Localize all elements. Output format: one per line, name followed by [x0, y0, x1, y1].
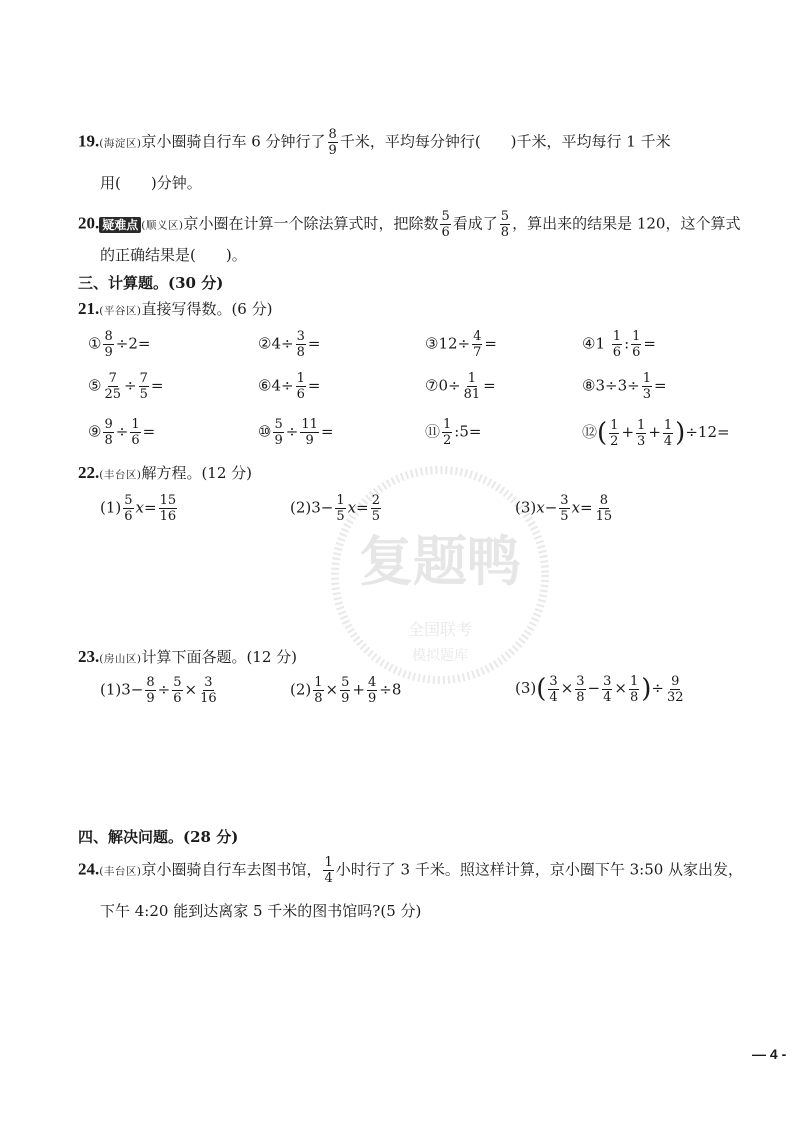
calc-item-9: ⑨ $\frac{9}{8}$ ÷ $\frac{1}{6}$ =	[88, 417, 156, 448]
fraction: $\frac{5}{6}$	[441, 209, 450, 240]
section-3-heading: 三、计算题。(30 分)	[78, 274, 224, 292]
district-tag: (房山区)	[99, 653, 142, 665]
question-number: 19.	[78, 131, 100, 151]
page-number: — 4 -	[752, 1046, 787, 1062]
question-text: 计算下面各题。(12 分)	[141, 648, 298, 666]
question-20	[78, 210, 740, 239]
question-19-line2: 用( )分钟。	[100, 174, 202, 192]
watermark-sub1: 全国联考	[407, 620, 473, 639]
expression-1: (1)3− $\frac{8}{9}$ ÷ $\frac{5}{6}$ × $\frac{3}{16}$	[100, 675, 217, 706]
question-text: 小时行了 3 千米。照这样计算，京小圈下午 3:50 从家出发，	[335, 860, 744, 879]
district-tag: (平谷区)	[99, 305, 142, 317]
section-4-heading: 四、解决问题。(28 分)	[78, 828, 239, 846]
expression-2: (2) $\frac{1}{8}$ × $\frac{5}{9}$ + $\frac{4}{9}$ ÷8	[290, 675, 402, 706]
equation-2: (2)3− $\frac{1}{5}$ x= $\frac{2}{5}$	[290, 493, 380, 524]
question-text: 京小圈骑自行车 6 分钟行了	[141, 132, 326, 151]
expression-3: (3)( $\frac{3}{4}$ × $\frac{3}{8}$ − $\frac{3}{4}$ × $\frac{1}{8}$ )÷ $\frac{9}{32}$	[515, 673, 684, 705]
question-19	[78, 128, 671, 157]
question-number: 22.	[78, 463, 100, 482]
calc-item-10: ⑩ $\frac{5}{9}$ ÷ $\frac{11}{9}$ =	[258, 417, 334, 448]
question-number: 21.	[78, 299, 100, 318]
question-number: 24.	[78, 859, 100, 879]
question-text: 直接写得数。(6 分)	[141, 300, 273, 318]
calc-item-1: ① $\frac{8}{9}$ ÷2=	[88, 329, 151, 360]
difficulty-badge: 疑难点	[99, 217, 141, 233]
question-text: 京小圈在计算一个除法算式时，把除数	[183, 214, 439, 233]
district-tag: (丰台区)	[99, 469, 142, 481]
question-text: 千米，平均每分钟行( )千米，平均每行 1 千米	[339, 132, 671, 151]
question-number: 20.	[78, 213, 100, 233]
question-24-line2: 下午 4:20 能到达离家 5 千米的图书馆吗?(5 分)	[100, 902, 422, 920]
calc-item-3: ③12÷ $\frac{4}{7}$ =	[425, 329, 497, 360]
calc-item-2: ②4÷ $\frac{3}{8}$ =	[258, 329, 321, 360]
calc-item-5: ⑤ $\frac{7}{25}$ ÷ $\frac{7}{5}$ =	[88, 371, 164, 402]
question-text: ，算出来的结果是 120，这个算式	[512, 214, 741, 233]
calc-item-4: ④1 $\frac{1}{6}$ : $\frac{1}{6}$ =	[582, 329, 656, 360]
question-text: 京小圈骑自行车去图书馆，	[141, 860, 322, 879]
calc-item-6: ⑥4÷ $\frac{1}{6}$ =	[258, 371, 321, 402]
district-tag: (海淀区)	[99, 137, 142, 150]
question-22	[78, 462, 252, 483]
fraction: $\frac{1}{4}$	[324, 855, 333, 886]
district-tag: (丰台区)	[99, 865, 142, 878]
question-text: 看成了	[452, 214, 498, 233]
question-21	[78, 298, 272, 319]
equation-1: (1) $\frac{5}{6}$ x= $\frac{15}{16}$	[100, 493, 177, 524]
fraction: $\frac{5}{8}$	[500, 209, 510, 240]
calc-item-8: ⑧3÷3÷ $\frac{1}{3}$ =	[582, 371, 667, 402]
equation-3: (3)x− $\frac{3}{5}$ x= $\frac{8}{15}$	[515, 493, 613, 524]
question-number: 23.	[78, 647, 100, 666]
question-text: 解方程。(12 分)	[141, 464, 253, 482]
calc-item-11: ⑪ $\frac{1}{2}$ :5=	[425, 417, 482, 448]
question-23	[78, 646, 297, 667]
watermark-sub2: 模拟题库	[412, 648, 468, 664]
question-20-line2: 的正确结果是( )。	[100, 246, 247, 264]
question-24	[78, 856, 743, 885]
calc-item-12: ⑫( $\frac{1}{2}$ + $\frac{1}{3}$ + $\frac{1}{4}$ )÷12=	[582, 417, 730, 449]
calc-item-7: ⑦0÷ $\frac{1}{81}$ =	[425, 371, 496, 402]
fraction: $\frac{8}{9}$	[328, 127, 337, 158]
district-tag: (顺义区)	[141, 219, 184, 232]
watermark-title: 复题鸭	[359, 530, 521, 593]
